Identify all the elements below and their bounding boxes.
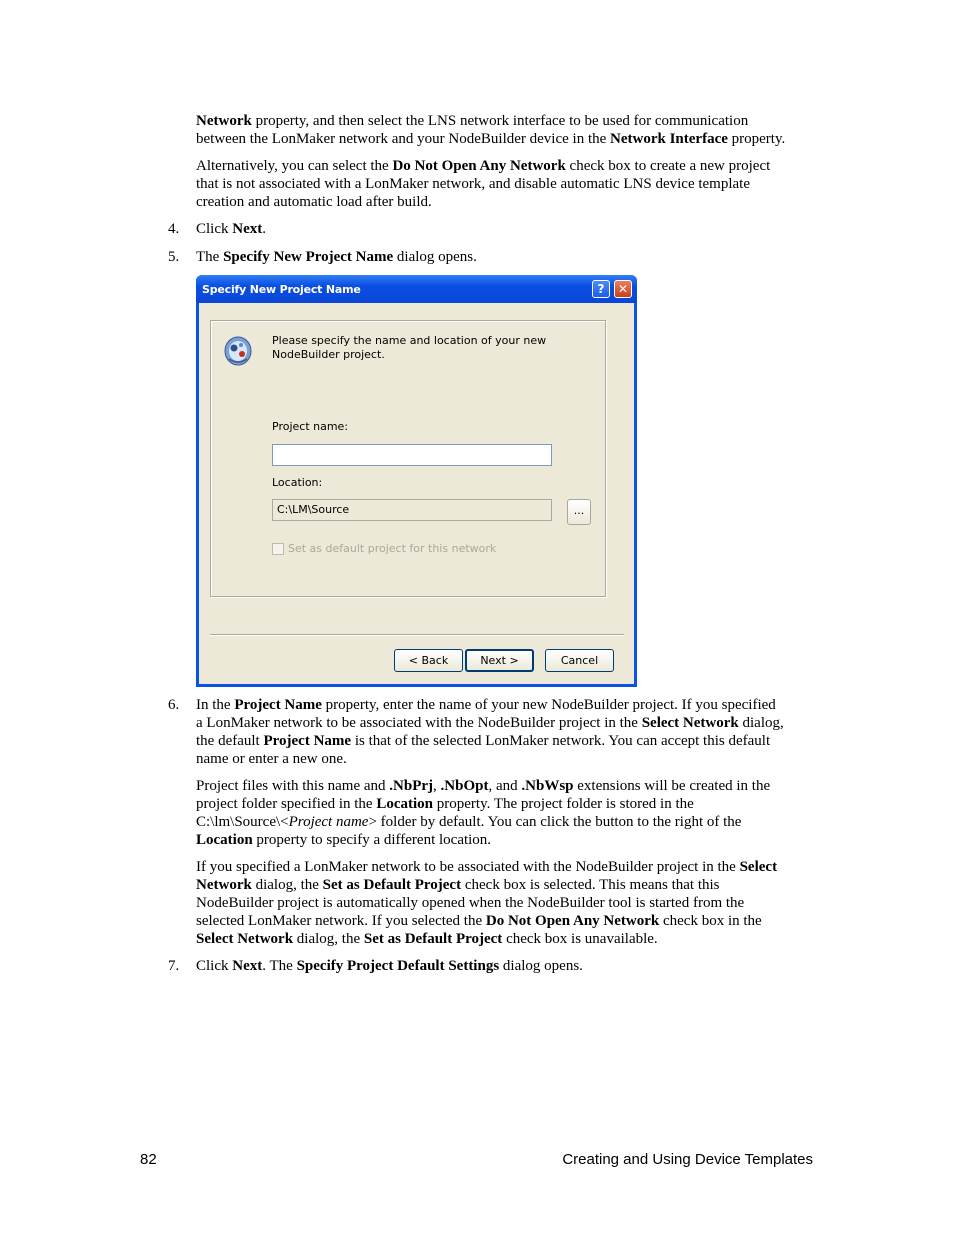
dialog-title: Specify New Project Name	[202, 283, 361, 296]
page-number: 82	[140, 1151, 157, 1168]
prompt-line-1: Please specify the name and location of your new	[272, 334, 547, 347]
step-7-number: 7.	[168, 958, 180, 974]
project-name-input[interactable]	[272, 444, 552, 466]
prompt-line-2: NodeBuilder project.	[272, 348, 385, 361]
back-button[interactable]: < Back	[394, 649, 463, 672]
dialog-titlebar[interactable]	[196, 275, 637, 303]
step-6-line-3: the default Project Name is that of the selected LonMaker network. You can accept this default	[196, 733, 771, 749]
dialog-group-box	[210, 320, 606, 597]
help-icon: ?	[597, 282, 605, 296]
alt-line-1: Alternatively, you can select the Do Not Open Any Network check box to create a new project	[196, 158, 771, 174]
dialog-client-area	[199, 303, 634, 684]
close-icon: ✕	[617, 282, 629, 296]
default-line-5: Select Network dialog, the Set as Default Project check box is unavailable.	[196, 931, 658, 947]
files-line-4: Location property to specify a different location.	[196, 832, 492, 848]
default-line-1: If you specified a LonMaker network to be associated with the NodeBuilder project in the Select	[196, 859, 778, 875]
step-6-line-4: name or enter a new one.	[196, 751, 347, 767]
help-button[interactable]	[592, 280, 610, 298]
cancel-button[interactable]: Cancel	[545, 649, 614, 672]
step-6-line-2: a LonMaker network to be associated with the NodeBuilder project in the Select Network dialog,	[196, 715, 784, 731]
step-4-number: 4.	[168, 221, 180, 237]
default-line-4: selected LonMaker network. If you selected the Do Not Open Any Network check box in the	[196, 913, 762, 929]
step-4-text: Click Next.	[196, 221, 266, 237]
location-input[interactable]	[272, 499, 552, 521]
location-value: C:\LM\Source	[277, 503, 350, 516]
close-button[interactable]	[614, 280, 632, 298]
step-5-number: 5.	[168, 249, 180, 265]
files-line-3: C:\lm\Source\<Project name> folder by default. You can click the button to the right of the	[196, 814, 742, 830]
browse-button[interactable]: ...	[567, 499, 591, 525]
default-line-2: Network dialog, the Set as Default Project check box is selected. This means that this	[196, 877, 720, 893]
step-6-line-1: In the Project Name property, enter the name of your new NodeBuilder project. If you specified	[196, 697, 776, 713]
location-label: Location:	[272, 476, 323, 489]
button-separator	[210, 634, 624, 636]
intro-line-1: Network property, and then select the LNS network interface to be used for communication	[196, 113, 749, 129]
next-button[interactable]: Next >	[465, 649, 534, 672]
step-6-number: 6.	[168, 697, 180, 713]
section-title: Creating and Using Device Templates	[562, 1151, 813, 1168]
set-default-checkbox[interactable]	[272, 543, 284, 555]
project-name-label: Project name:	[272, 420, 349, 433]
intro-line-2: between the LonMaker network and your NodeBuilder device in the Network Interface property.	[196, 131, 786, 147]
specify-project-name-dialog	[196, 275, 637, 687]
files-line-1: Project files with this name and .NbPrj, .NbOpt, and .NbWsp extensions will be created in the	[196, 778, 771, 794]
step-7-text: Click Next. The Specify Project Default Settings dialog opens.	[196, 958, 583, 974]
set-default-label: Set as default project for this network	[288, 542, 497, 555]
default-line-3: NodeBuilder project is automatically opened when the NodeBuilder tool is started from the	[196, 895, 745, 911]
files-line-2: project folder specified in the Location property. The project folder is stored in the	[196, 796, 694, 812]
alt-line-3: creation and automatic load after build.	[196, 194, 432, 210]
alt-line-2: that is not associated with a LonMaker network, and disable automatic LNS device template	[196, 176, 751, 192]
step-5-text: The Specify New Project Name dialog opens.	[196, 249, 477, 265]
nodebuilder-logo-icon	[223, 335, 253, 367]
